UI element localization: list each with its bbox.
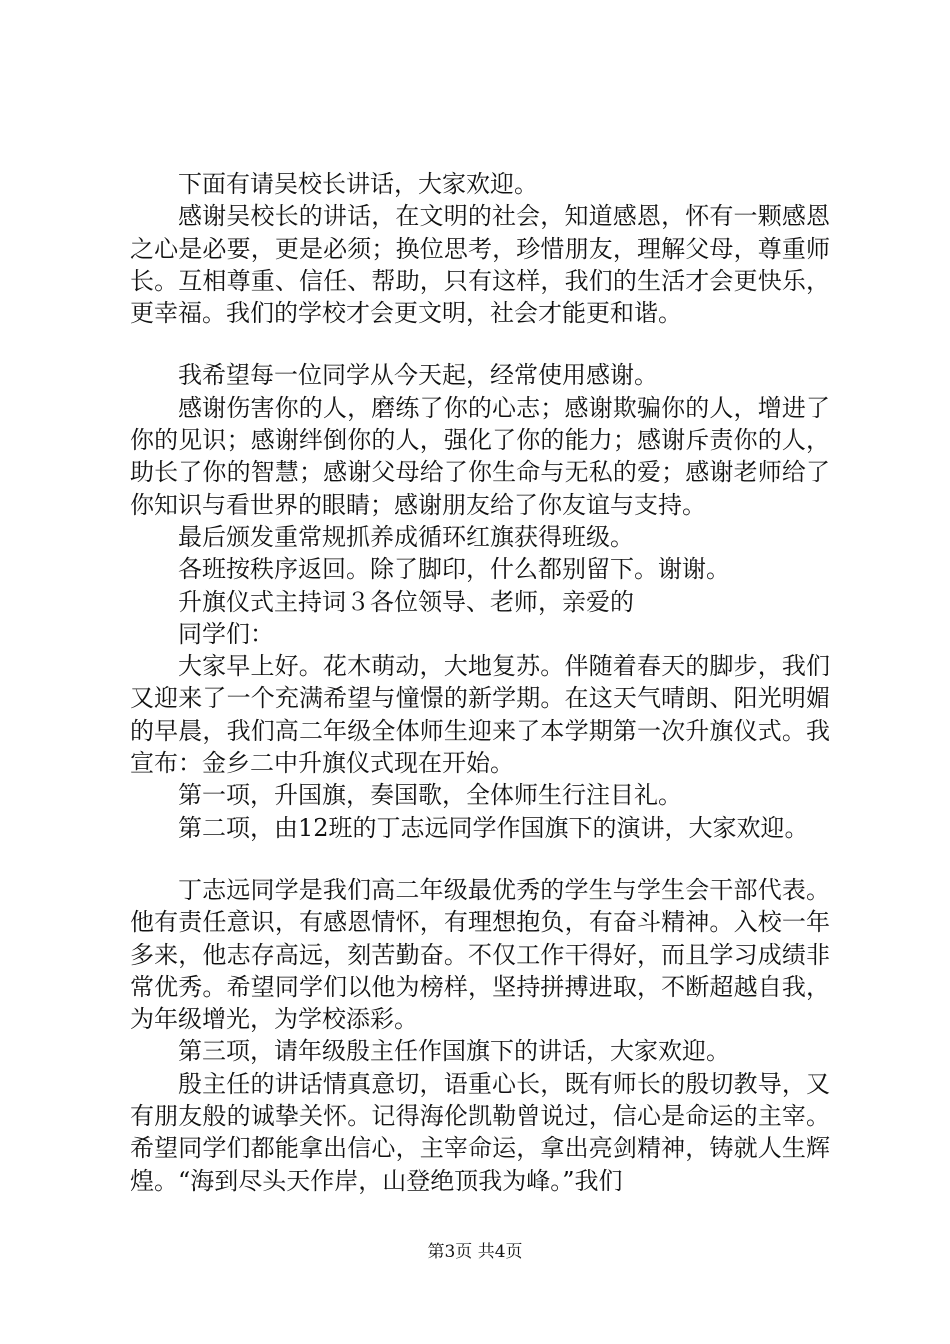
paragraph-2: 感谢吴校长的讲话，在文明的社会，知道感恩，怀有一颗感恩之心是必要，更是必须；换位思考，珍惜朋友，理解父母，尊重师长。互相尊重、信任、帮助，只有这样，我们的生活才会更快乐，更幸福。我们的学校才会更文明，社会才能更和谐。 [130, 202, 830, 328]
paragraph-6: 各班按秩序返回。除了脚印，什么都别留下。谢谢。 [178, 555, 730, 584]
paragraph-8: 同学们： [178, 619, 274, 648]
paragraph-9: 大家早上好。花木萌动，大地复苏。伴随着春天的脚步，我们又迎来了一个充满希望与憧憬的新学期。在这天气晴朗、阳光明媚的早晨，我们高二年级全体师生迎来了本学期第一次升旗仪式。我宣布：金乡二中升旗仪式现在开始。 [130, 652, 830, 778]
paragraph-1: 下面有请吴校长讲话，大家欢迎。 [178, 170, 538, 198]
paragraph-5: 最后颁发重常规抓养成循环红旗获得班级。 [178, 522, 634, 551]
paragraph-10: 第一项，升国旗，奏国歌，全体师生行注目礼。 [178, 781, 682, 810]
document-body [130, 168, 830, 1197]
paragraph-7: 升旗仪式主持词３各位领导、老师，亲爱的 [178, 587, 634, 616]
paragraph-3: 我希望每一位同学从今天起，经常使用感谢。 [178, 361, 658, 390]
page-footer: 第3页 共4页 [427, 1242, 523, 1262]
paragraph-14: 殷主任的讲话情真意切，语重心长，既有师长的殷切教导，又有朋友般的诚挚关怀。记得海伦凯勒曾说过，信心是命运的主宰。希望同学们都能拿出信心，主宰命运，拿出亮剑精神，铸就人生辉煌。“海到尽头天作岸，山登绝顶我为峰。”我们 [130, 1069, 830, 1195]
paragraph-4: 感谢伤害你的人，磨练了你的心志；感谢欺骗你的人，增进了你的见识；感谢绊倒你的人，强化了你的能力；感谢斥责你的人，助长了你的智慧；感谢父母给了你生命与无私的爱；感谢老师给了你知识与看世界的眼睛；感谢朋友给了你友谊与支持。 [130, 393, 830, 519]
paragraph-12: 丁志远同学是我们高二年级最优秀的学生与学生会干部代表。他有责任意识，有感恩情怀，有理想抱负，有奋斗精神。入校一年多来，他志存高远，刻苦勤奋。不仅工作干得好，而且学习成绩非常优秀。希望同学们以他为榜样，坚持拼搏进取，不断超越自我，为年级增光，为学校添彩。 [130, 875, 830, 1034]
paragraph-13: 第三项，请年级殷主任作国旗下的讲话，大家欢迎。 [178, 1037, 730, 1066]
paragraph-11: 第二项，由12班的丁志远同学作国旗下的演讲，大家欢迎。 [178, 813, 809, 842]
